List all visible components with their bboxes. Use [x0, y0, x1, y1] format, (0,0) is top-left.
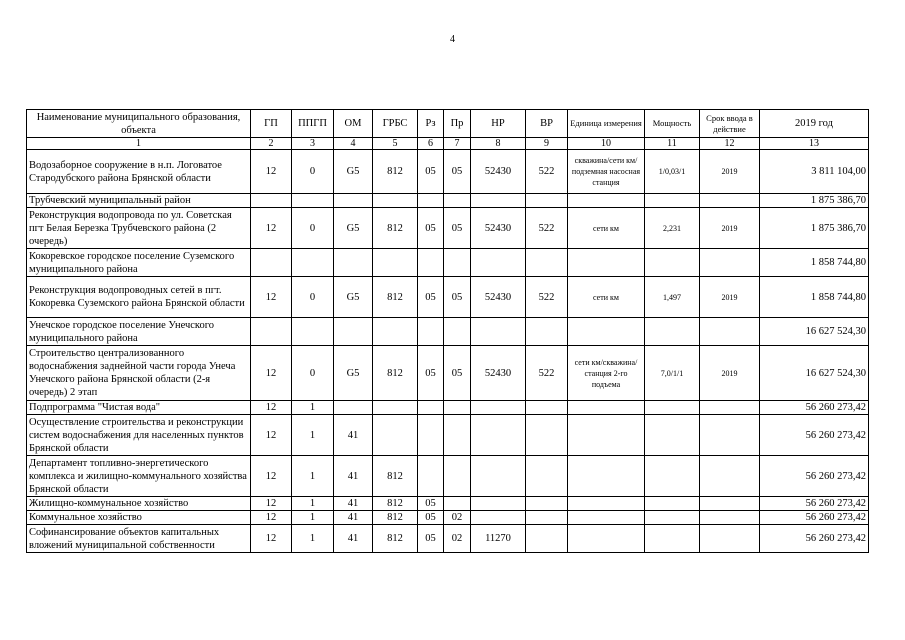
cell-vr — [526, 194, 568, 208]
cell-capacity: 2,231 — [645, 208, 700, 249]
cell-nr: 52430 — [471, 346, 526, 401]
cell-name: Кокоревское городское поселение Суземского муниципального района — [27, 249, 251, 277]
cell-om: 41 — [334, 497, 373, 511]
table-row — [27, 415, 869, 456]
cell-amount: 56 260 273,42 — [760, 497, 869, 511]
column-number: 10 — [568, 138, 645, 150]
cell-pgp — [292, 194, 334, 208]
cell-vr — [526, 456, 568, 497]
cell-rz: 05 — [418, 208, 444, 249]
cell-unit — [568, 318, 645, 346]
cell-capacity — [645, 525, 700, 553]
cell-amount: 56 260 273,42 — [760, 456, 869, 497]
table-header-row — [27, 110, 869, 138]
cell-om: 41 — [334, 415, 373, 456]
cell-name: Водозаборное сооружение в н.п. Логоватое Стародубского района Брянской области — [27, 150, 251, 194]
cell-deadline — [700, 249, 760, 277]
cell-amount: 16 627 524,30 — [760, 346, 869, 401]
cell-unit — [568, 194, 645, 208]
table-row — [27, 511, 869, 525]
cell-om: 41 — [334, 456, 373, 497]
cell-amount: 56 260 273,42 — [760, 511, 869, 525]
cell-amount: 1 858 744,80 — [760, 249, 869, 277]
cell-capacity — [645, 249, 700, 277]
cell-deadline — [700, 497, 760, 511]
cell-vr: 522 — [526, 150, 568, 194]
cell-gp — [251, 249, 292, 277]
cell-amount: 56 260 273,42 — [760, 401, 869, 415]
cell-rz — [418, 456, 444, 497]
cell-rz: 05 — [418, 497, 444, 511]
cell-capacity — [645, 415, 700, 456]
cell-capacity — [645, 497, 700, 511]
cell-unit: сети км — [568, 277, 645, 318]
cell-amount: 56 260 273,42 — [760, 415, 869, 456]
col-header-year: 2019 год — [760, 110, 869, 138]
cell-nr: 11270 — [471, 525, 526, 553]
cell-grbs: 812 — [373, 277, 418, 318]
cell-nr — [471, 511, 526, 525]
cell-nr — [471, 415, 526, 456]
cell-vr — [526, 497, 568, 511]
cell-grbs — [373, 194, 418, 208]
budget-table — [26, 109, 869, 553]
cell-unit — [568, 497, 645, 511]
cell-pr: 05 — [444, 150, 471, 194]
column-number: 7 — [444, 138, 471, 150]
cell-grbs: 812 — [373, 150, 418, 194]
table-body — [27, 150, 869, 553]
cell-pgp: 1 — [292, 415, 334, 456]
cell-nr — [471, 249, 526, 277]
cell-gp: 12 — [251, 497, 292, 511]
cell-grbs: 812 — [373, 208, 418, 249]
cell-name: Осуществление строительства и реконструкции систем водоснабжения для населенных пунктов Брянской области — [27, 415, 251, 456]
cell-deadline: 2019 — [700, 346, 760, 401]
col-header-unit: Единица измерения — [568, 110, 645, 138]
cell-deadline — [700, 456, 760, 497]
cell-unit — [568, 456, 645, 497]
cell-amount: 1 858 744,80 — [760, 277, 869, 318]
cell-name: Унечское городское поселение Унечского муниципального района — [27, 318, 251, 346]
col-header-grbs: ГРБС — [373, 110, 418, 138]
column-number: 4 — [334, 138, 373, 150]
cell-pr: 05 — [444, 277, 471, 318]
cell-unit: сети км/скважина/ станция 2-го подъема — [568, 346, 645, 401]
cell-unit — [568, 415, 645, 456]
cell-om — [334, 194, 373, 208]
cell-deadline — [700, 318, 760, 346]
cell-nr: 52430 — [471, 208, 526, 249]
cell-vr — [526, 249, 568, 277]
cell-pgp: 1 — [292, 497, 334, 511]
cell-pr — [444, 415, 471, 456]
cell-unit: сети км — [568, 208, 645, 249]
cell-nr — [471, 497, 526, 511]
cell-nr: 52430 — [471, 277, 526, 318]
table-row — [27, 277, 869, 318]
table-row — [27, 346, 869, 401]
cell-pgp: 1 — [292, 511, 334, 525]
cell-pr — [444, 456, 471, 497]
cell-capacity — [645, 511, 700, 525]
cell-capacity: 1/0,03/1 — [645, 150, 700, 194]
cell-deadline: 2019 — [700, 277, 760, 318]
cell-om — [334, 401, 373, 415]
column-number: 6 — [418, 138, 444, 150]
cell-name: Реконструкция водопроводных сетей в пгт. Кокоревка Суземского района Брянской области — [27, 277, 251, 318]
cell-name: Жилищно-коммунальное хозяйство — [27, 497, 251, 511]
table-row — [27, 194, 869, 208]
cell-amount: 1 875 386,70 — [760, 194, 869, 208]
cell-deadline: 2019 — [700, 208, 760, 249]
cell-pgp: 0 — [292, 208, 334, 249]
cell-pr — [444, 497, 471, 511]
cell-rz — [418, 318, 444, 346]
cell-gp: 12 — [251, 511, 292, 525]
cell-gp — [251, 194, 292, 208]
cell-pr — [444, 401, 471, 415]
cell-deadline — [700, 525, 760, 553]
cell-capacity: 1,497 — [645, 277, 700, 318]
cell-vr — [526, 525, 568, 553]
col-header-rz: Рз — [418, 110, 444, 138]
cell-grbs: 812 — [373, 525, 418, 553]
cell-gp: 12 — [251, 456, 292, 497]
column-number: 8 — [471, 138, 526, 150]
cell-capacity: 7,0/1/1 — [645, 346, 700, 401]
cell-name: Коммунальное хозяйство — [27, 511, 251, 525]
cell-pgp: 1 — [292, 525, 334, 553]
cell-name: Реконструкция водопровода по ул. Советская пгт Белая Березка Трубчевского района (2 очередь) — [27, 208, 251, 249]
cell-om: 41 — [334, 511, 373, 525]
cell-om: G5 — [334, 277, 373, 318]
column-number: 2 — [251, 138, 292, 150]
column-number: 11 — [645, 138, 700, 150]
cell-pgp — [292, 318, 334, 346]
cell-capacity — [645, 401, 700, 415]
table-row — [27, 525, 869, 553]
cell-rz: 05 — [418, 525, 444, 553]
column-number-row — [27, 138, 869, 150]
column-number: 12 — [700, 138, 760, 150]
cell-deadline — [700, 194, 760, 208]
table-row — [27, 497, 869, 511]
column-number: 13 — [760, 138, 869, 150]
cell-pr — [444, 194, 471, 208]
cell-amount: 16 627 524,30 — [760, 318, 869, 346]
col-header-name: Наименование муниципального образования, объекта — [27, 110, 251, 138]
cell-deadline — [700, 401, 760, 415]
cell-om: G5 — [334, 346, 373, 401]
cell-om: G5 — [334, 208, 373, 249]
cell-rz: 05 — [418, 511, 444, 525]
cell-deadline — [700, 415, 760, 456]
page-number: 4 — [450, 34, 455, 45]
cell-om: G5 — [334, 150, 373, 194]
cell-vr — [526, 401, 568, 415]
column-number: 5 — [373, 138, 418, 150]
cell-om — [334, 318, 373, 346]
cell-amount: 1 875 386,70 — [760, 208, 869, 249]
cell-gp: 12 — [251, 277, 292, 318]
cell-gp: 12 — [251, 415, 292, 456]
cell-pr: 05 — [444, 208, 471, 249]
cell-pgp: 1 — [292, 401, 334, 415]
cell-unit — [568, 249, 645, 277]
cell-unit: скважина/сети км/подземная насосная станция — [568, 150, 645, 194]
cell-gp: 12 — [251, 346, 292, 401]
cell-unit — [568, 401, 645, 415]
cell-capacity — [645, 194, 700, 208]
cell-amount: 56 260 273,42 — [760, 525, 869, 553]
cell-pr: 02 — [444, 525, 471, 553]
column-number: 3 — [292, 138, 334, 150]
cell-gp: 12 — [251, 525, 292, 553]
cell-gp: 12 — [251, 401, 292, 415]
cell-amount: 3 811 104,00 — [760, 150, 869, 194]
cell-rz: 05 — [418, 346, 444, 401]
cell-pgp: 1 — [292, 456, 334, 497]
cell-pgp: 0 — [292, 150, 334, 194]
cell-vr — [526, 511, 568, 525]
cell-name: Трубчевский муниципальный район — [27, 194, 251, 208]
column-number: 9 — [526, 138, 568, 150]
cell-nr — [471, 401, 526, 415]
col-header-vr: ВР — [526, 110, 568, 138]
cell-grbs: 812 — [373, 497, 418, 511]
table-row — [27, 318, 869, 346]
cell-pgp — [292, 249, 334, 277]
cell-rz — [418, 249, 444, 277]
cell-grbs: 812 — [373, 346, 418, 401]
column-number: 1 — [27, 138, 251, 150]
cell-deadline — [700, 511, 760, 525]
cell-gp — [251, 318, 292, 346]
cell-name: Департамент топливно-энергетического комплекса и жилищно-коммунального хозяйства Брянской области — [27, 456, 251, 497]
cell-grbs — [373, 401, 418, 415]
cell-gp: 12 — [251, 150, 292, 194]
cell-nr: 52430 — [471, 150, 526, 194]
col-header-pr: Пр — [444, 110, 471, 138]
cell-grbs: 812 — [373, 456, 418, 497]
cell-nr — [471, 318, 526, 346]
cell-vr: 522 — [526, 277, 568, 318]
cell-pgp: 0 — [292, 277, 334, 318]
cell-rz — [418, 401, 444, 415]
cell-capacity — [645, 318, 700, 346]
cell-name: Строительство централизованного водоснабжения заднейной части города Унеча Унечского района Брянской области (2-я очередь) 2 этап — [27, 346, 251, 401]
cell-vr — [526, 415, 568, 456]
col-header-capacity: Мощность — [645, 110, 700, 138]
cell-vr: 522 — [526, 346, 568, 401]
cell-nr — [471, 194, 526, 208]
cell-pr: 02 — [444, 511, 471, 525]
table-row — [27, 456, 869, 497]
cell-vr: 522 — [526, 208, 568, 249]
col-header-pgp: ППГП — [292, 110, 334, 138]
cell-grbs — [373, 318, 418, 346]
cell-grbs — [373, 249, 418, 277]
cell-unit — [568, 511, 645, 525]
cell-pr: 05 — [444, 346, 471, 401]
cell-vr — [526, 318, 568, 346]
cell-rz — [418, 194, 444, 208]
cell-name: Подпрограмма "Чистая вода" — [27, 401, 251, 415]
cell-deadline: 2019 — [700, 150, 760, 194]
cell-capacity — [645, 456, 700, 497]
table-row — [27, 401, 869, 415]
table-row — [27, 208, 869, 249]
cell-grbs: 812 — [373, 511, 418, 525]
cell-pgp: 0 — [292, 346, 334, 401]
col-header-om: ОМ — [334, 110, 373, 138]
col-header-gp: ГП — [251, 110, 292, 138]
cell-unit — [568, 525, 645, 553]
col-header-deadline: Срок ввода в действие — [700, 110, 760, 138]
cell-rz — [418, 415, 444, 456]
table-row — [27, 249, 869, 277]
cell-pr — [444, 249, 471, 277]
cell-name: Софинансирование объектов капитальных вложений муниципальной собственности — [27, 525, 251, 553]
cell-om — [334, 249, 373, 277]
cell-grbs — [373, 415, 418, 456]
col-header-nr: НР — [471, 110, 526, 138]
cell-gp: 12 — [251, 208, 292, 249]
cell-rz: 05 — [418, 150, 444, 194]
cell-om: 41 — [334, 525, 373, 553]
cell-rz: 05 — [418, 277, 444, 318]
cell-nr — [471, 456, 526, 497]
cell-pr — [444, 318, 471, 346]
table-row — [27, 150, 869, 194]
